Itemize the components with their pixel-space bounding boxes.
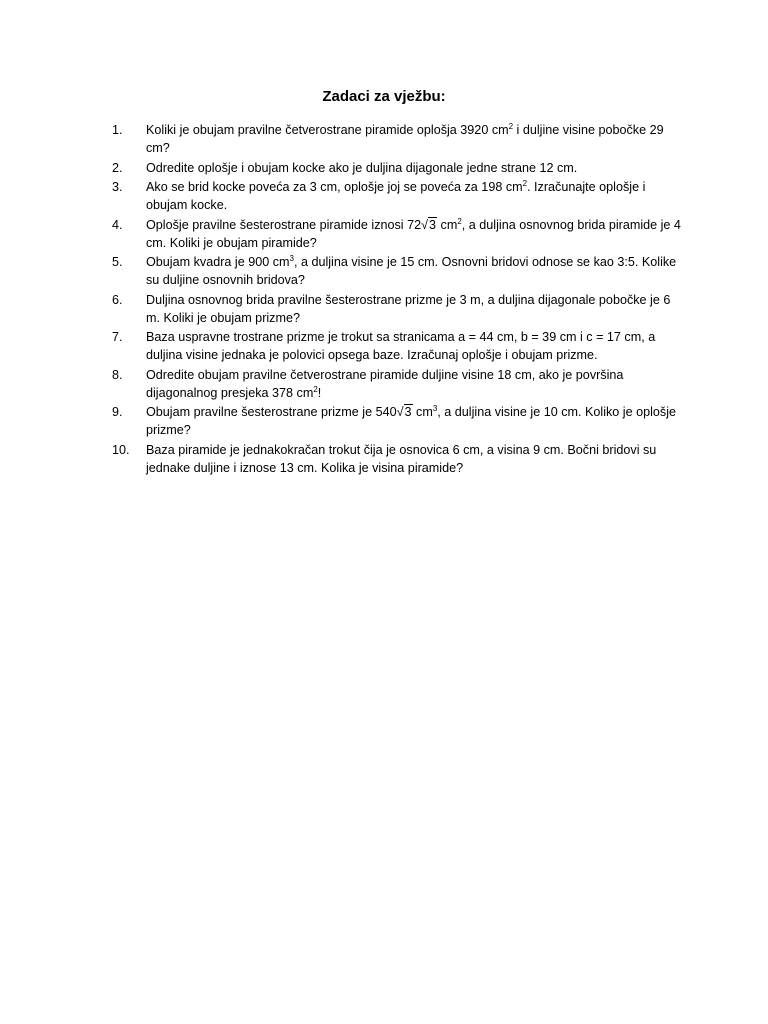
task-text: Obujam pravilne šesterostrane prizme je 540√3 $cm^3$, a duljina visine je 10 cm. Koliko je oplošje prizme? [146, 404, 677, 437]
task-text: Baza piramide je jednakokračan trokut čija je osnovica 6 cm, a visina 9 cm. Bočni bridovi su jednake duljine i iznose 13 cm. Kolika je visina piramide? [146, 442, 657, 475]
task-item [112, 403, 684, 439]
task-item [112, 253, 684, 289]
task-text: Odredite oplošje i obujam kocke ako je duljina dijagonale jedne strane 12 cm. [146, 160, 578, 175]
task-item [112, 291, 684, 327]
task-item [112, 216, 684, 252]
task-text: Duljina osnovnog brida pravilne šesterostrane prizme je 3 m, a duljina dijagonale pobočke je 6 m. Koliki je obujam prizme? [146, 292, 671, 325]
task-item [112, 366, 684, 402]
page-title: Zadaci za vježbu: [322, 88, 446, 105]
task-item [112, 441, 684, 477]
task-number: 10. [112, 442, 130, 457]
task-item [112, 328, 684, 364]
task-number: 2. [112, 160, 123, 175]
task-number: 8. [112, 367, 123, 382]
task-item [112, 159, 684, 177]
task-list [112, 121, 684, 478]
task-number: 3. [112, 180, 123, 194]
task-number: 7. [112, 330, 123, 344]
task-item [112, 178, 684, 214]
task-number: 1. [112, 123, 123, 137]
task-text: Odredite obujam pravilne četverostrane piramide duljine visine 18 cm, ako je površina dijagonalnog presjeka 378 $cm^2$! [146, 367, 624, 400]
task-text: Koliki je obujam pravilne četverostrane piramide oplošja 3920 $cm^2$ i duljine visine pobočke 29 cm? [146, 122, 664, 155]
task-text: Obujam kvadra je 900 $cm^3$, a duljina visine je 15 cm. Osnovni bridovi odnose se kao 3:5. Kolike su duljine osnovnih bridova? [146, 254, 677, 287]
task-text: Baza uspravne trostrane prizme je trokut sa stranicama a = 44 cm, b = 39 cm i c = 17 cm, a duljina visine jednaka je polovici opsega baze. Izračunaj oplošje i obujam prizme. [146, 330, 656, 362]
task-number: 6. [112, 292, 123, 307]
task-text: Oplošje pravilne šesterostrane piramide iznosi 72√3 $cm^2$, a duljina osnovnog brida piramide je 4 cm. Koliki je obujam piramide? [146, 216, 681, 250]
task-number: 5. [112, 255, 123, 269]
task-number: 4. [112, 217, 123, 232]
task-number: 9. [112, 405, 123, 419]
task-text: Ako se brid kocke poveća za 3 cm, oplošje joj se poveća za 198 $cm^2$. Izračunajte oplošje i obujam kocke. [146, 179, 646, 212]
task-item [112, 121, 684, 157]
